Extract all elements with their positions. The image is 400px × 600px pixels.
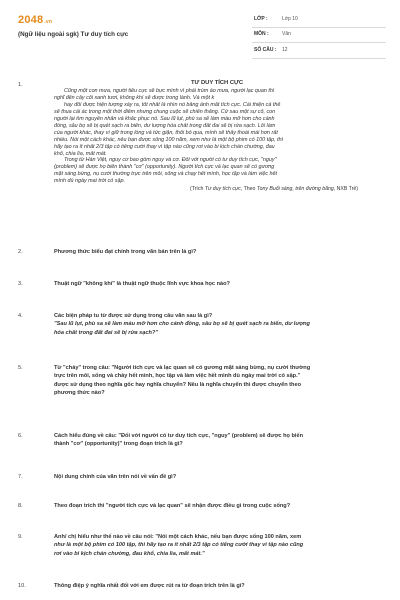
passage-line: mình dù ngày mai trời có sập. (54, 178, 125, 185)
question-line: như là một bộ phim có 100 tập, thì hãy tạo ra ít nhất 2/3 tập có tiếng cười thay vì tập nào cũng (54, 542, 304, 549)
question-text: Thuật ngữ "không khí" là thuật ngữ thuộc lĩnh vực khoa học nào? (54, 281, 230, 287)
question-number: 2. (18, 249, 23, 255)
passage-line: hay đổi được hiện tượng xảy ra, tốt nhất là nhìn nó bằng ánh mắt tích cực. Cải thiện cả thế (64, 101, 281, 108)
passage-line: mặt sáng bừng, nụ cười thường trực trên môi, sống và chạy hết mình, học tập và làm việc hết (54, 171, 278, 178)
passage-line: (problem) sẽ được họ biến thành "cơ" (opportunity). Người tích cực và lạc quan sẽ có gương (54, 164, 275, 171)
meta-label: MÔN : (254, 31, 269, 37)
question-2 (54, 248, 380, 256)
passage-line: Cũng một con mưa, người tiêu cực sẽ bực mình vì phải trùm áo mưa, người lạc quan thì (64, 87, 275, 94)
question-line: được sử dụng theo nghĩa gốc hay nghĩa chuyển? Nêu là nghĩa chuyển thì được chuyển theo (54, 381, 301, 388)
passage-line: sẽ thua cái ác trong một thời điểm nhưng chung cuộc sẽ chiến thắng. Cứ sau một sự cố, con (54, 108, 276, 115)
question-number: 4. (18, 313, 23, 319)
passage-line: hãy tạo ra ít nhất 2/3 tập có tiếng cười thay vì tập nào cũng rơi vào bi kịch chán chường, đau (54, 143, 275, 150)
meta-row-subject (252, 28, 386, 44)
passage-body (54, 88, 380, 185)
reading-passage (54, 80, 380, 193)
meta-label: LỚP : (254, 15, 268, 22)
question-line: phương thức nào? (54, 389, 105, 396)
question-number: 5. (18, 365, 23, 371)
question-5 (54, 364, 380, 397)
document-title: (Ngữ liệu ngoài sgk) Tư duy tích cực (18, 31, 129, 38)
passage-line: nghĩ đến cây cối xanh tươi, không khí sẽ được trong lành. Và một k (54, 94, 215, 101)
question-line: Anh/ chị hiểu như thế nào về câu nói: "Nói một cách khác, nếu bạn được sống 100 năm, xem (54, 534, 302, 540)
question-3 (54, 280, 380, 288)
question-number: 10. (18, 583, 26, 589)
meta-row-count (252, 43, 386, 59)
question-number: 8. (18, 503, 23, 509)
question-line: rơi vào bi kịch chán chường, đau khổ, chia lìa, mất mát." (54, 550, 205, 557)
worksheet-header (0, 0, 400, 62)
passage-title: TƯ DUY TÍCH CỰC (190, 80, 244, 86)
passage-line: của người khác, thay vì giữ trong lòng và tức giận, thôi bỏ qua, mình sẽ thấy thoải mái hơn rất (54, 129, 278, 136)
question-line: thành "cơ" (opportunity)" trong đoạn trích là gì? (54, 441, 183, 448)
meta-value: Lớp 10 (282, 15, 298, 22)
question-number: 3. (18, 281, 23, 287)
meta-value: Văn (282, 31, 291, 37)
site-logo[interactable]: 2048.vn (18, 14, 53, 26)
passage-line: người lại tìm nguyên nhân và khắc phục nó. Sau lũ lụt, phù sa sẽ làm màu mỡ hơn cho cánh (54, 115, 275, 122)
question-text: Phương thức biểu đạt chính trong văn bản trên là gì? (54, 249, 197, 255)
passage-source: (Trích Tư duy tích cực, Theo Tony Buổi sáng, trên đường băng, NXB Trẻ) (190, 186, 358, 193)
question-text: Nội dung chính của văn trên nói về vấn đề gì? (54, 474, 177, 480)
question-quote-line: "Sau lũ lụt, phù sa sẽ làm màu mỡ hơn cho cánh đồng, sâu bọ sẽ bị quét sạch ra biển, dư lượng (54, 321, 310, 328)
meta-table (252, 12, 386, 59)
question-8 (54, 502, 380, 510)
question-4 (54, 312, 380, 337)
question-7 (54, 473, 380, 481)
question-number: 1. (18, 82, 23, 88)
question-line: trực trên môi, sống và chảy hết mình, học tập và làm việc hết mình dù ngày mai trời có sập." (54, 373, 301, 380)
question-text: Thông điệp ý nghĩa nhất đối với em được rút ra từ đoạn trích trên là gì? (54, 583, 245, 589)
question-line: Từ "chảy" trong câu: "Người tích cực và lạc quan sẽ có gương mặt sáng bừng, nụ cười thường (54, 365, 311, 371)
question-6 (54, 432, 380, 449)
question-10 (54, 582, 380, 590)
passage-line: đồng, sâu bọ sẽ bị quét sạch ra biển, dư lượng hóa chất trong đất đai sẽ bị rửa sạch. Lỗi lầm (54, 122, 276, 129)
question-text: Theo đoạn trích thì "người tích cực và lạc quan" sẽ nhận được điều gì trong cuộc sống? (54, 503, 291, 509)
question-number: 9. (18, 534, 23, 540)
question-text: Các biện pháp tu từ được sử dụng trong câu văn sau là gì? (54, 313, 213, 319)
question-9 (54, 533, 380, 558)
question-quote-line: hóa chất trong đất đai sẽ bị rửa sạch?" (54, 329, 158, 336)
question-line: Cách hiểu đúng về câu: "Đối với người có tư duy tích cực, "nguy" (problem) sẽ được họ biến (54, 433, 303, 439)
meta-row-grade (252, 12, 386, 28)
passage-line: nhiều. Nói một cách khác, nếu bạn được sống 100 năm, xem như là một bộ phim có 100 tập, thì (54, 136, 284, 143)
meta-label: SỐ CÂU : (254, 46, 277, 53)
meta-value: 12 (282, 46, 288, 53)
passage-line: Trong từ Hán Việt, nguy cơ bao gồm nguy và cơ. Đối với người có tư duy tích cực, "nguy" (64, 157, 277, 164)
question-number: 7. (18, 474, 23, 480)
question-number: 6. (18, 433, 23, 439)
passage-line: khổ, chia lìa, mất mát. (54, 150, 107, 157)
